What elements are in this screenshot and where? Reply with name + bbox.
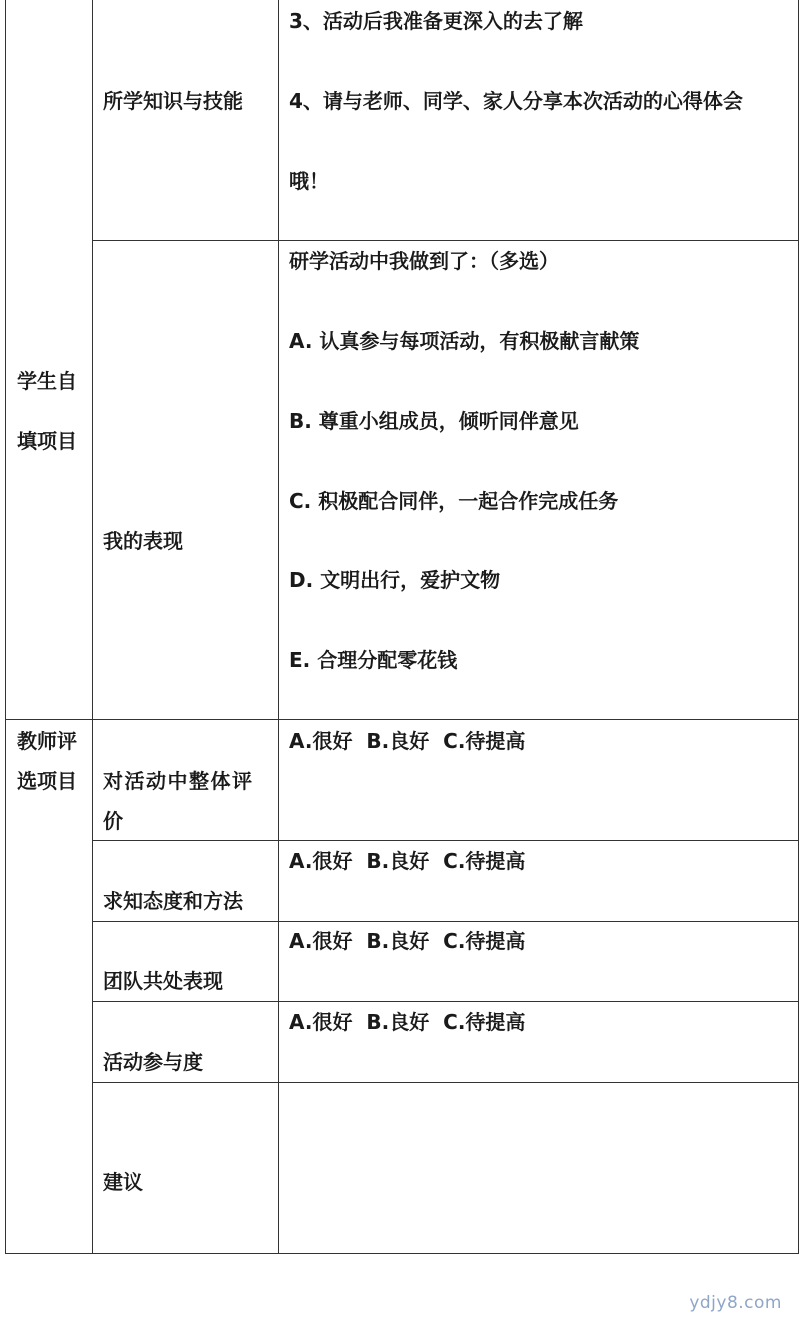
performance-label: 我的表现 — [103, 529, 183, 553]
section-divider — [5, 719, 799, 720]
overall-eval-label-line2: 价 — [103, 809, 123, 833]
teacher-section-label-line2: 选项目 — [17, 769, 77, 793]
row-divider-knowledge — [92, 240, 799, 241]
teacher-section-label-line1: 教师评 — [17, 729, 77, 753]
student-section-label-line1: 学生自 — [17, 369, 77, 393]
row-divider-participation — [92, 1082, 799, 1083]
performance-option-c: C. 积极配合同伴，一起合作完成任务 — [289, 489, 619, 513]
overall-eval-label-line1: 对活动中整体评 — [103, 769, 254, 793]
table-border-left — [5, 0, 6, 1254]
participation-options: A.很好 B.良好 C.待提高 — [289, 1010, 526, 1034]
table-border-right — [798, 0, 799, 1254]
overall-eval-options: A.很好 B.良好 C.待提高 — [289, 729, 526, 753]
student-section-label-line2: 填项目 — [17, 429, 77, 453]
teamwork-label: 团队共处表现 — [103, 969, 223, 993]
participation-label: 活动参与度 — [103, 1050, 203, 1074]
row-divider-attitude — [92, 921, 799, 922]
table-column-divider-1 — [92, 0, 93, 1254]
suggestions-label: 建议 — [103, 1170, 143, 1194]
knowledge-skills-label: 所学知识与技能 — [103, 89, 243, 113]
site-watermark: ydjy8.com — [689, 1293, 782, 1313]
attitude-options: A.很好 B.良好 C.待提高 — [289, 849, 526, 873]
evaluation-table — [5, 0, 799, 1254]
knowledge-line-3: 哦！ — [289, 169, 329, 193]
row-divider-teamwork — [92, 1001, 799, 1002]
performance-option-d: D. 文明出行，爱护文物 — [289, 568, 501, 592]
table-border-bottom — [5, 1253, 799, 1254]
performance-option-e: E. 合理分配零花钱 — [289, 648, 458, 672]
teamwork-options: A.很好 B.良好 C.待提高 — [289, 929, 526, 953]
table-column-divider-2 — [278, 0, 279, 1254]
performance-option-b: B. 尊重小组成员，倾听同伴意见 — [289, 409, 579, 433]
performance-option-a: A. 认真参与每项活动，有积极献言献策 — [289, 329, 640, 353]
performance-line-1: 研学活动中我做到了：（多选） — [289, 249, 559, 273]
row-divider-overall — [92, 840, 799, 841]
attitude-label: 求知态度和方法 — [103, 889, 243, 913]
knowledge-line-2: 4、请与老师、同学、家人分享本次活动的心得体会 — [289, 89, 743, 113]
knowledge-line-1: 3、活动后我准备更深入的去了解 — [289, 9, 583, 33]
